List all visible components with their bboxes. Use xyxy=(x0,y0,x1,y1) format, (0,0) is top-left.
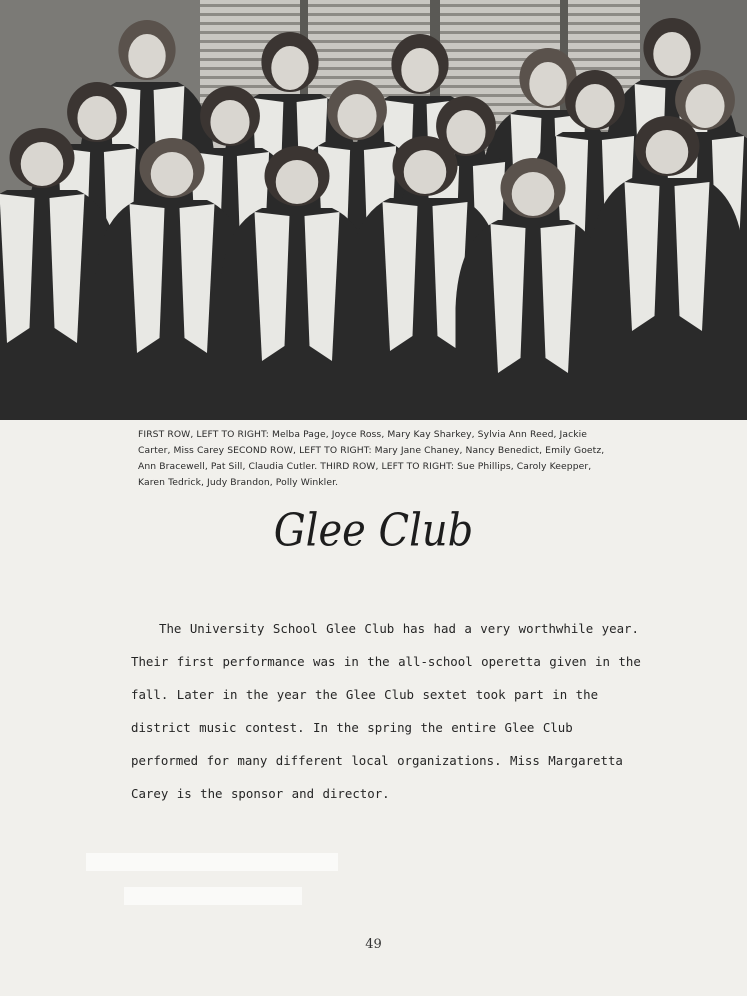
page-number: 49 xyxy=(365,937,382,952)
group-photo xyxy=(0,0,747,420)
photo-caption: FIRST ROW, LEFT TO RIGHT: Melba Page, Joyce Ross, Mary Kay Sharkey, Sylvia Ann Reed, Jackie Carter, Miss Carey SECOND ROW, LEFT TO RIGHT: Mary Jane Chaney, Nancy Benedict, Emily Goetz, Ann Bracewell, Pat Sill, Claudia Cutler. THIRD ROW, LEFT TO RIGHT: Sue Phillips, Caroly Keepper, Karen Tedrick, Judy Brandon, Polly Winkler. xyxy=(138,429,605,488)
blank-smudge-bottom xyxy=(124,887,302,905)
body-paragraph: The University School Glee Club has had a very worthwhile year. Their first performance was in the all-school operetta given in the fall. Later in the year the Glee Club sextet took part in the district music contest. In the spring the entire Glee Club performed for many different local organizations. Miss Margaretta Carey is the sponsor and director. xyxy=(131,621,641,801)
page-title: Glee Club xyxy=(273,505,474,557)
choir-photo-drawing xyxy=(0,0,747,420)
blank-smudge-top xyxy=(86,853,338,871)
